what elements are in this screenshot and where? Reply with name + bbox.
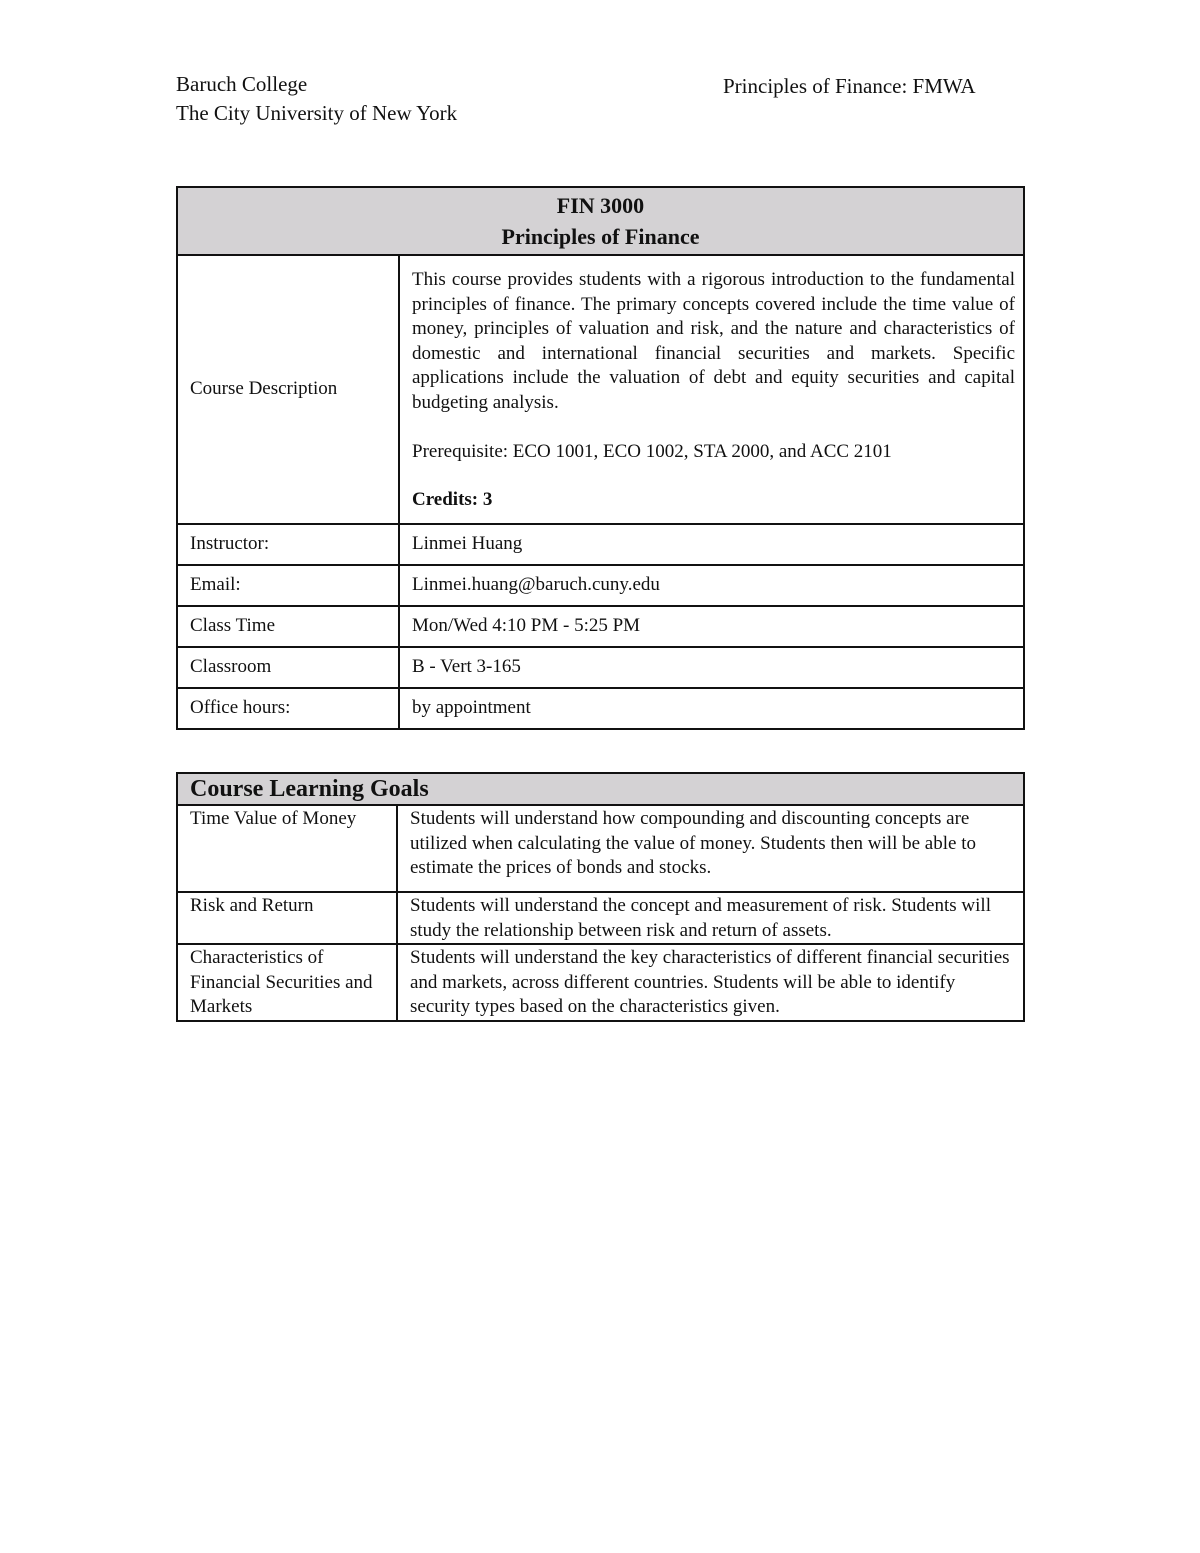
credits-text: Credits: 3 [412,489,493,511]
goal-name: Time Value of Money [177,805,397,892]
classroom-value: B - Vert 3-165 [399,647,1024,688]
table-row [177,805,1024,892]
course-code: FIN 3000 [556,193,645,218]
goal-description: Students will understand the key characteristics of different financial securities and markets, across different countries. Students will be able to identify security types based on the characteristics given. [397,944,1024,1021]
institution-name: Baruch College [176,72,308,96]
goal-description: Students will understand how compounding and discounting concepts are utilized when calculating the value of money. Students then will be able to estimate the prices of bonds and stocks. [397,805,1024,892]
course-section-header: Principles of Finance: FMWA [723,74,976,98]
instructor-value: Linmei Huang [399,524,1024,565]
instructor-label: Instructor: [177,524,399,565]
course-description-row [177,255,1024,524]
class-time-label: Class Time [177,606,399,647]
learning-goals-title-row [177,773,1024,805]
goal-description: Students will understand the concept and measurement of risk. Students will study the relationship between risk and return of assets. [397,892,1024,944]
table-row [177,565,1024,606]
university-name: The City University of New York [176,101,458,125]
office-hours-label: Office hours: [177,688,399,729]
class-time-value: Mon/Wed 4:10 PM - 5:25 PM [399,606,1024,647]
prerequisite-text: Prerequisite: ECO 1001, ECO 1002, STA 2000, and ACC 2101 [412,440,892,462]
course-info-table [176,186,1025,730]
table-row [177,524,1024,565]
course-title-cell [177,187,1024,255]
email-value: Linmei.huang@baruch.cuny.edu [399,565,1024,606]
goal-name: Risk and Return [177,892,397,944]
table-row [177,606,1024,647]
course-title-row [177,187,1024,255]
course-description-cell [399,255,1024,524]
page-header-left [176,70,457,128]
course-description-label: Course Description [177,255,399,524]
classroom-label: Classroom [177,647,399,688]
goal-name: Characteristics of Financial Securities and Markets [177,944,397,1021]
learning-goals-title: Course Learning Goals [177,773,1024,805]
email-label: Email: [177,565,399,606]
table-row [177,892,1024,944]
office-hours-value: by appointment [399,688,1024,729]
learning-goals-table [176,772,1025,1022]
course-name: Principles of Finance [501,224,700,249]
course-description-text: This course provides students with a rigorous introduction to the fundamental principles of finance. The primary concepts covered include the time value of money, principles of valuation and risk, and the nature and characteristics of domestic and international financial securities and markets. Specific applications include the valuation of debt and equity securities and capital budgeting analysis. [412,269,1015,413]
table-row [177,688,1024,729]
table-row [177,944,1024,1021]
table-row [177,647,1024,688]
